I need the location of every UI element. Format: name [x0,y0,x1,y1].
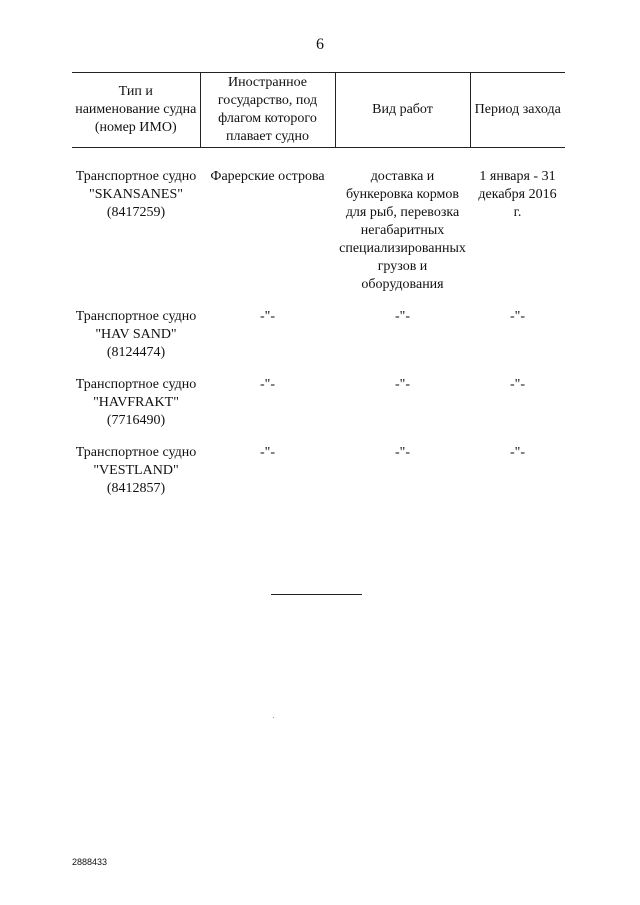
vessel-cell [72,294,200,362]
period-cell: -"- [509,445,526,460]
vessel-imo: (8417259) [106,205,166,220]
vessel-imo: (7716490) [106,413,166,428]
vessel-type: Транспортное судно [75,309,197,324]
vessel-name: "HAV SAND" [95,327,177,342]
vessel-cell [72,148,200,295]
flag-state-cell: Фарерские острова [210,169,325,184]
work-type-cell: -"- [394,377,411,392]
flag-state-cell: -"- [259,445,276,460]
work-type-cell: -"- [394,445,411,460]
table-row [72,430,565,498]
flag-state-cell: -"- [259,377,276,392]
period-cell: -"- [509,309,526,324]
table-row [72,148,565,295]
vessel-name: "VESTLAND" [93,463,179,478]
vessel-cell [72,430,200,498]
vessel-name: "SKANSANES" [89,187,183,202]
work-type-cell: доставка и бункеровка кормов для рыб, перевозка негабаритных специализированных грузов и оборудования [339,169,466,292]
header-vessel-type: Тип и наименование судна (номер ИМО) [72,73,200,148]
vessel-type: Транспортное судно [75,377,197,392]
period-cell: -"- [509,377,526,392]
vessel-type: Транспортное судно [75,445,197,460]
period-cell: 1 января - 31 декабря 2016 г. [478,169,557,220]
table-header [72,73,565,148]
table-row [72,294,565,362]
header-period: Период захода [470,73,565,148]
work-type-cell: -"- [394,309,411,324]
vessel-imo: (8124474) [106,345,166,360]
vessel-imo: (8412857) [106,481,166,496]
scan-speck [273,717,274,718]
header-flag-state: Иностранное государство, под флагом которого плавает судно [200,73,335,148]
flag-state-cell: -"- [259,309,276,324]
page-number: 6 [316,36,324,53]
vessel-cell [72,362,200,430]
header-work-type: Вид работ [335,73,470,148]
vessel-name: "HAVFRAKT" [93,395,179,410]
vessel-table [72,72,565,498]
table-row [72,362,565,430]
end-separator-line [271,594,362,595]
document-code: 2888433 [72,857,108,867]
vessel-type: Транспортное судно [75,169,197,184]
